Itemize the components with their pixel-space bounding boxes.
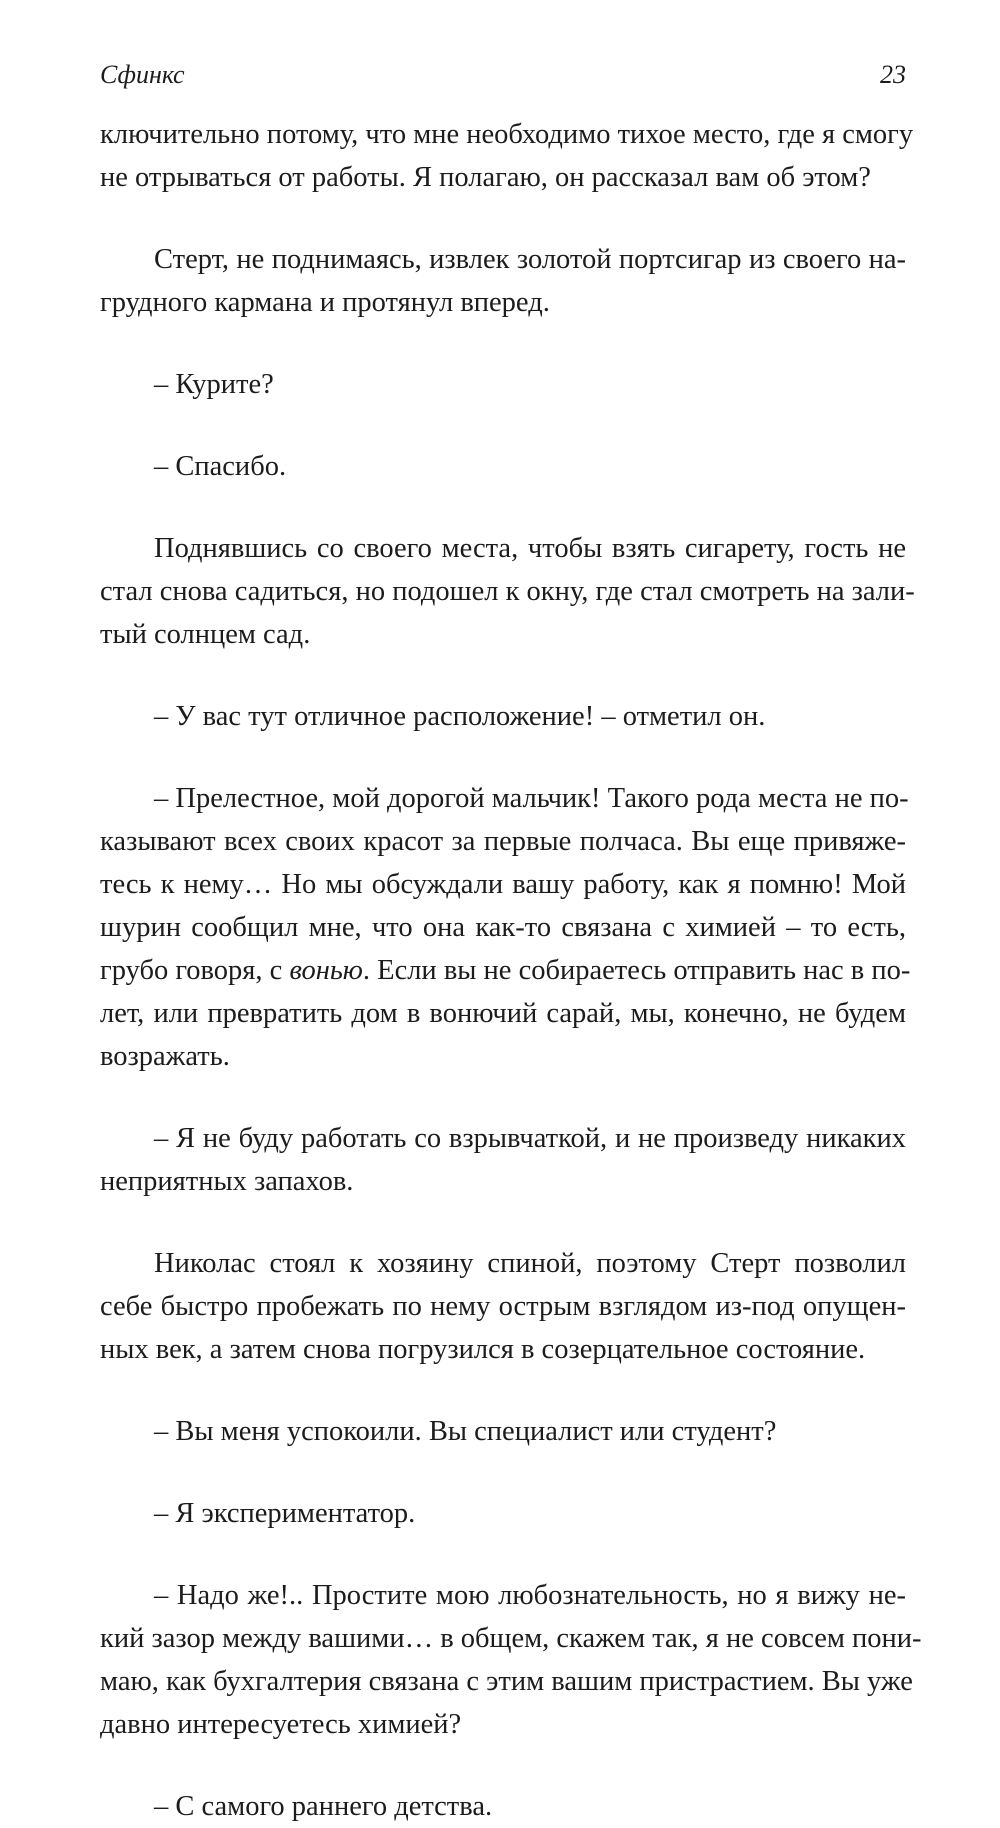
dialogue-line: – С самого раннего детства.: [154, 1791, 493, 1822]
dialogue-line: – Я экспериментатор.: [154, 1498, 416, 1529]
text-line: тый солнцем сад.: [100, 619, 311, 650]
text-line: шурин сообщил мне, что она как-то связана с химией – то есть,: [100, 912, 906, 943]
dialogue-line: – Спасибо.: [154, 451, 287, 482]
dialogue-line: – Вы меня успокоили. Вы специалист или студент?: [154, 1416, 777, 1447]
text-line: маю, как бухгалтерия связана с этим вашим пристрастием. Вы уже: [100, 1666, 913, 1697]
dialogue-line: – Надо же!.. Простите мою любознательность, но я вижу не-: [154, 1580, 906, 1611]
text-line: ных век, а затем снова погрузился в созерцательное состояние.: [100, 1334, 866, 1365]
text-line: не отрываться от работы. Я полагаю, он рассказал вам об этом?: [100, 162, 871, 193]
text-segment: грубо говоря, с: [100, 955, 290, 986]
text-line: стал снова садиться, но подошел к окну, где стал смотреть на зали-: [100, 576, 915, 607]
dialogue-line: – Прелестное, мой дорогой мальчик! Такого рода места не по-: [154, 783, 909, 814]
text-line: ключительно потому, что мне необходимо тихое место, где я смогу: [100, 119, 914, 150]
text-line: тесь к нему… Но мы обсуждали вашу работу, как я помню! Мой: [100, 869, 906, 900]
text-line: себе быстро пробежать по нему острым взглядом из-под опущен-: [100, 1291, 906, 1322]
italic-emphasis: вонью: [289, 955, 363, 986]
page-number: 23: [880, 60, 906, 89]
text-line: казывают всех своих красот за первые полчаса. Вы еще привяже-: [100, 826, 906, 857]
body-text: [100, 113, 922, 1828]
text-line: Стерт, не поднимаясь, извлек золотой портсигар из своего на-: [154, 244, 906, 275]
text-line: Поднявшись со своего места, чтобы взять сигарету, гость не: [154, 533, 906, 564]
text-line: кий зазор между вашими… в общем, скажем так, я не совсем пони-: [100, 1623, 922, 1654]
text-segment: . Если вы не собираетесь отправить нас в по-: [362, 955, 911, 986]
dialogue-line: – Я не буду работать со взрывчаткой, и не произведу никаких: [154, 1123, 906, 1154]
text-line: Николас стоял к хозяину спиной, поэтому Стерт позволил: [154, 1248, 906, 1279]
running-head: [100, 60, 906, 94]
text-line: грудного кармана и протянул вперед.: [100, 287, 550, 318]
running-head-title: Сфинкс: [100, 60, 185, 89]
text-line: возражать.: [100, 1041, 230, 1072]
text-line: лет, или превратить дом в вонючий сарай, мы, конечно, не будем: [100, 998, 906, 1029]
dialogue-line: – Курите?: [154, 369, 274, 400]
dialogue-line: – У вас тут отличное расположение! – отметил он.: [154, 701, 766, 732]
text-line: давно интересуетесь химией?: [100, 1709, 462, 1740]
text-line: неприятных запахов.: [100, 1166, 354, 1197]
text-line: [100, 949, 911, 992]
